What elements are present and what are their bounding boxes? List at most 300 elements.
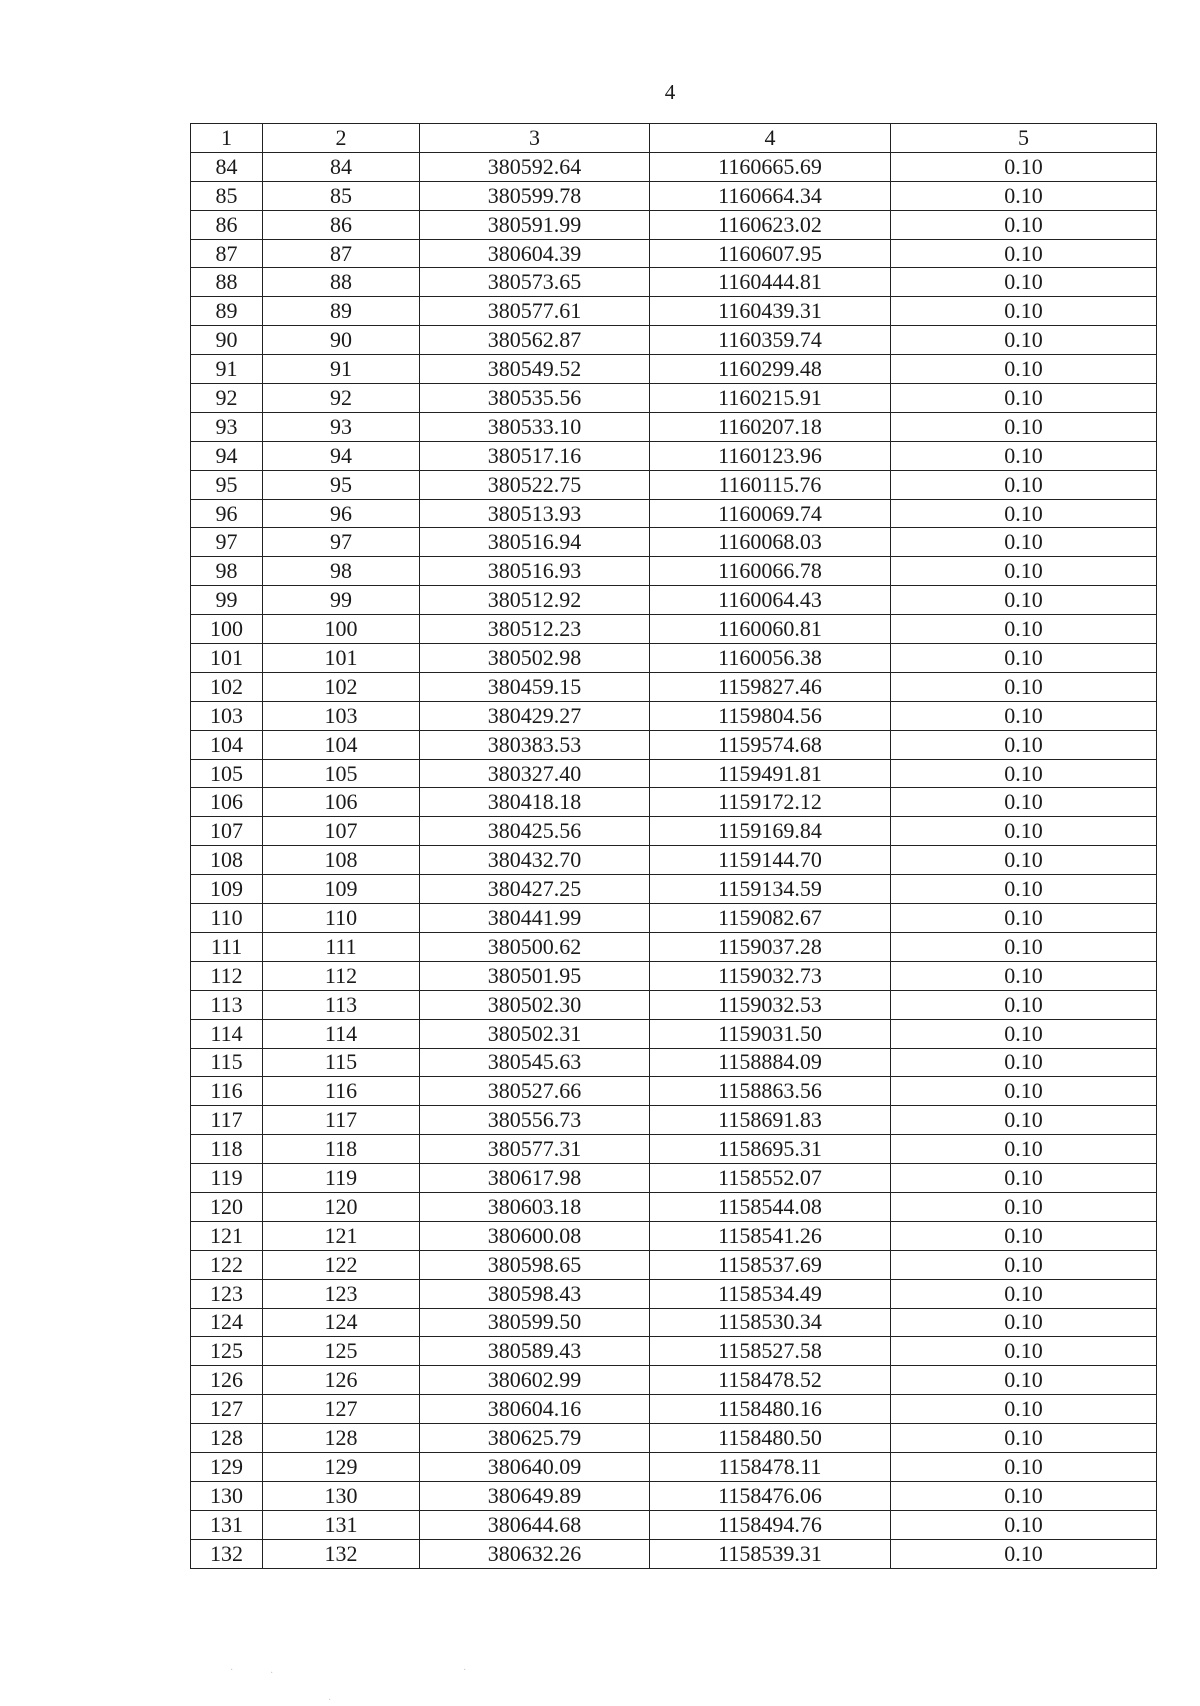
table-cell: 1158691.83 <box>650 1106 891 1135</box>
table-row <box>191 441 1157 470</box>
table-cell: 94 <box>191 441 263 470</box>
table-cell: 99 <box>263 586 420 615</box>
table-cell: 1160359.74 <box>650 326 891 355</box>
table-cell: 0.10 <box>891 239 1157 268</box>
table-cell: 1159032.53 <box>650 990 891 1019</box>
table-cell: 107 <box>191 817 263 846</box>
table-row <box>191 297 1157 326</box>
table-body <box>191 152 1157 1568</box>
table-cell: 0.10 <box>891 1192 1157 1221</box>
table-cell: 121 <box>263 1221 420 1250</box>
table-cell: 115 <box>263 1048 420 1077</box>
table-cell: 380517.16 <box>420 441 650 470</box>
table-cell: 111 <box>191 932 263 961</box>
table-cell: 1158480.16 <box>650 1395 891 1424</box>
table-cell: 94 <box>263 441 420 470</box>
table-cell: 1160665.69 <box>650 152 891 181</box>
table-cell: 95 <box>263 470 420 499</box>
table-cell: 129 <box>191 1452 263 1481</box>
table-row <box>191 557 1157 586</box>
table-cell: 106 <box>191 788 263 817</box>
table-cell: 0.10 <box>891 788 1157 817</box>
table-cell: 0.10 <box>891 297 1157 326</box>
table-cell: 109 <box>191 875 263 904</box>
table-cell: 380459.15 <box>420 672 650 701</box>
table-row <box>191 210 1157 239</box>
table-cell: 132 <box>263 1539 420 1568</box>
table-row <box>191 1308 1157 1337</box>
table-cell: 121 <box>191 1221 263 1250</box>
table-row <box>191 875 1157 904</box>
table-cell: 0.10 <box>891 181 1157 210</box>
table-cell: 118 <box>263 1135 420 1164</box>
table-cell: 380577.31 <box>420 1135 650 1164</box>
table-cell: 1160215.91 <box>650 384 891 413</box>
table-cell: 92 <box>191 384 263 413</box>
table-cell: 1160623.02 <box>650 210 891 239</box>
table-cell: 0.10 <box>891 932 1157 961</box>
table-cell: 0.10 <box>891 412 1157 441</box>
table-cell: 1160299.48 <box>650 355 891 384</box>
table-cell: 380625.79 <box>420 1424 650 1453</box>
table-cell: 91 <box>263 355 420 384</box>
table-cell: 0.10 <box>891 326 1157 355</box>
table-cell: 0.10 <box>891 1366 1157 1395</box>
table-cell: 380502.31 <box>420 1019 650 1048</box>
table-cell: 116 <box>191 1077 263 1106</box>
table-cell: 1158544.08 <box>650 1192 891 1221</box>
table-cell: 0.10 <box>891 1337 1157 1366</box>
table-row <box>191 268 1157 297</box>
table-cell: 380562.87 <box>420 326 650 355</box>
table-row <box>191 1164 1157 1193</box>
table-cell: 127 <box>263 1395 420 1424</box>
table-cell: 1159491.81 <box>650 759 891 788</box>
table-cell: 0.10 <box>891 1279 1157 1308</box>
table-cell: 0.10 <box>891 268 1157 297</box>
table-row <box>191 1395 1157 1424</box>
table-row <box>191 1250 1157 1279</box>
table-cell: 380598.43 <box>420 1279 650 1308</box>
table-cell: 0.10 <box>891 528 1157 557</box>
table-cell: 117 <box>191 1106 263 1135</box>
table-cell: 380598.65 <box>420 1250 650 1279</box>
table-cell: 131 <box>191 1510 263 1539</box>
table-cell: 105 <box>191 759 263 788</box>
table-cell: 0.10 <box>891 210 1157 239</box>
table-cell: 1160439.31 <box>650 297 891 326</box>
table-cell: 102 <box>263 672 420 701</box>
column-header: 4 <box>650 124 891 153</box>
table-row <box>191 990 1157 1019</box>
table-cell: 380589.43 <box>420 1337 650 1366</box>
table-cell: 0.10 <box>891 730 1157 759</box>
table-cell: 0.10 <box>891 1510 1157 1539</box>
scan-artifact: · <box>328 1695 332 1706</box>
table-row <box>191 1337 1157 1366</box>
table-cell: 91 <box>191 355 263 384</box>
table-cell: 128 <box>263 1424 420 1453</box>
table-cell: 125 <box>263 1337 420 1366</box>
table-cell: 113 <box>263 990 420 1019</box>
table-cell: 115 <box>191 1048 263 1077</box>
table-row <box>191 701 1157 730</box>
table-row <box>191 1192 1157 1221</box>
table-cell: 1158552.07 <box>650 1164 891 1193</box>
table-cell: 380527.66 <box>420 1077 650 1106</box>
table-cell: 380603.18 <box>420 1192 650 1221</box>
table-row <box>191 1366 1157 1395</box>
table-cell: 1160060.81 <box>650 615 891 644</box>
table-cell: 1160444.81 <box>650 268 891 297</box>
table-cell: 90 <box>191 326 263 355</box>
table-cell: 105 <box>263 759 420 788</box>
table-cell: 380425.56 <box>420 817 650 846</box>
table-cell: 0.10 <box>891 586 1157 615</box>
table-cell: 116 <box>263 1077 420 1106</box>
table-cell: 124 <box>191 1308 263 1337</box>
table-cell: 89 <box>191 297 263 326</box>
table-cell: 117 <box>263 1106 420 1135</box>
table-cell: 96 <box>191 499 263 528</box>
table-cell: 108 <box>263 846 420 875</box>
table-row <box>191 932 1157 961</box>
table-cell: 380501.95 <box>420 961 650 990</box>
table-cell: 380500.62 <box>420 932 650 961</box>
table-cell: 125 <box>191 1337 263 1366</box>
table-cell: 86 <box>191 210 263 239</box>
table-cell: 99 <box>191 586 263 615</box>
scan-artifact: · <box>463 1665 467 1676</box>
table-cell: 108 <box>191 846 263 875</box>
table-cell: 1159134.59 <box>650 875 891 904</box>
table-cell: 124 <box>263 1308 420 1337</box>
table-cell: 380502.98 <box>420 644 650 673</box>
table-row <box>191 644 1157 673</box>
table-cell: 1159144.70 <box>650 846 891 875</box>
table-cell: 0.10 <box>891 557 1157 586</box>
table-cell: 380516.93 <box>420 557 650 586</box>
table-cell: 380533.10 <box>420 412 650 441</box>
table-cell: 106 <box>263 788 420 817</box>
table-cell: 120 <box>263 1192 420 1221</box>
table-cell: 1158476.06 <box>650 1481 891 1510</box>
table-cell: 1158530.34 <box>650 1308 891 1337</box>
table-cell: 97 <box>263 528 420 557</box>
table-cell: 119 <box>263 1164 420 1193</box>
table-row <box>191 904 1157 933</box>
table-cell: 0.10 <box>891 990 1157 1019</box>
table-cell: 0.10 <box>891 1221 1157 1250</box>
table-cell: 380383.53 <box>420 730 650 759</box>
table-cell: 380599.50 <box>420 1308 650 1337</box>
table-cell: 1160123.96 <box>650 441 891 470</box>
table-row <box>191 615 1157 644</box>
table-row <box>191 1481 1157 1510</box>
table-cell: 380522.75 <box>420 470 650 499</box>
table-row <box>191 1077 1157 1106</box>
table-cell: 122 <box>263 1250 420 1279</box>
table-row <box>191 499 1157 528</box>
table-row <box>191 1539 1157 1568</box>
table-cell: 104 <box>191 730 263 759</box>
table-row <box>191 1019 1157 1048</box>
table-cell: 1159032.73 <box>650 961 891 990</box>
table-cell: 1159169.84 <box>650 817 891 846</box>
table-cell: 0.10 <box>891 672 1157 701</box>
table-row <box>191 326 1157 355</box>
table-cell: 1158478.11 <box>650 1452 891 1481</box>
coordinates-table <box>190 123 1157 1569</box>
table-cell: 84 <box>263 152 420 181</box>
table-cell: 1160607.95 <box>650 239 891 268</box>
table-cell: 96 <box>263 499 420 528</box>
table-cell: 380432.70 <box>420 846 650 875</box>
table-cell: 123 <box>263 1279 420 1308</box>
table-cell: 0.10 <box>891 441 1157 470</box>
table-cell: 1158534.49 <box>650 1279 891 1308</box>
table-cell: 1158884.09 <box>650 1048 891 1077</box>
table-header-row <box>191 124 1157 153</box>
table-cell: 0.10 <box>891 875 1157 904</box>
scan-artifact: · <box>230 1665 234 1676</box>
table-cell: 0.10 <box>891 1308 1157 1337</box>
table-cell: 1160664.34 <box>650 181 891 210</box>
table-cell: 1160064.43 <box>650 586 891 615</box>
table-cell: 0.10 <box>891 904 1157 933</box>
table-cell: 98 <box>263 557 420 586</box>
table-cell: 0.10 <box>891 470 1157 499</box>
table-cell: 111 <box>263 932 420 961</box>
table-cell: 0.10 <box>891 1135 1157 1164</box>
table-cell: 93 <box>191 412 263 441</box>
table-cell: 126 <box>263 1366 420 1395</box>
table-cell: 1158695.31 <box>650 1135 891 1164</box>
table-cell: 109 <box>263 875 420 904</box>
table-row <box>191 1510 1157 1539</box>
table-row <box>191 961 1157 990</box>
table-cell: 0.10 <box>891 1539 1157 1568</box>
table-row <box>191 1452 1157 1481</box>
table-cell: 107 <box>263 817 420 846</box>
table-cell: 0.10 <box>891 701 1157 730</box>
table-cell: 380573.65 <box>420 268 650 297</box>
table-cell: 0.10 <box>891 1164 1157 1193</box>
table-cell: 119 <box>191 1164 263 1193</box>
table-row <box>191 730 1157 759</box>
table-cell: 90 <box>263 326 420 355</box>
table-cell: 104 <box>263 730 420 759</box>
table-row <box>191 672 1157 701</box>
table-cell: 100 <box>263 615 420 644</box>
table-cell: 380644.68 <box>420 1510 650 1539</box>
table-cell: 380502.30 <box>420 990 650 1019</box>
table-cell: 380600.08 <box>420 1221 650 1250</box>
scan-artifact: · <box>270 1668 274 1679</box>
table-cell: 102 <box>191 672 263 701</box>
table-cell: 0.10 <box>891 961 1157 990</box>
table-cell: 97 <box>191 528 263 557</box>
table-row <box>191 181 1157 210</box>
table-cell: 1159827.46 <box>650 672 891 701</box>
table-cell: 127 <box>191 1395 263 1424</box>
column-header: 3 <box>420 124 650 153</box>
table-row <box>191 355 1157 384</box>
table-cell: 126 <box>191 1366 263 1395</box>
table-cell: 88 <box>191 268 263 297</box>
table-cell: 1158527.58 <box>650 1337 891 1366</box>
table-cell: 380604.39 <box>420 239 650 268</box>
table-cell: 1158863.56 <box>650 1077 891 1106</box>
table-cell: 103 <box>263 701 420 730</box>
table-cell: 1160056.38 <box>650 644 891 673</box>
table-cell: 0.10 <box>891 1250 1157 1279</box>
column-header: 2 <box>263 124 420 153</box>
table-cell: 1158478.52 <box>650 1366 891 1395</box>
column-header: 5 <box>891 124 1157 153</box>
table-cell: 0.10 <box>891 817 1157 846</box>
table-cell: 87 <box>263 239 420 268</box>
table-cell: 0.10 <box>891 1481 1157 1510</box>
table-cell: 0.10 <box>891 846 1157 875</box>
page-number: 4 <box>664 80 676 104</box>
table-cell: 0.10 <box>891 1424 1157 1453</box>
table-cell: 380591.99 <box>420 210 650 239</box>
table-cell: 380599.78 <box>420 181 650 210</box>
table-cell: 1159574.68 <box>650 730 891 759</box>
table-cell: 1159082.67 <box>650 904 891 933</box>
table-row <box>191 817 1157 846</box>
table-cell: 380535.56 <box>420 384 650 413</box>
table-cell: 112 <box>191 961 263 990</box>
table-cell: 128 <box>191 1424 263 1453</box>
table-cell: 380577.61 <box>420 297 650 326</box>
column-header: 1 <box>191 124 263 153</box>
table-cell: 380512.23 <box>420 615 650 644</box>
table-cell: 114 <box>263 1019 420 1048</box>
table-row <box>191 1106 1157 1135</box>
table-cell: 0.10 <box>891 1019 1157 1048</box>
table-cell: 0.10 <box>891 1452 1157 1481</box>
table-cell: 1159804.56 <box>650 701 891 730</box>
table-cell: 85 <box>263 181 420 210</box>
table-cell: 1158537.69 <box>650 1250 891 1279</box>
table-row <box>191 1048 1157 1077</box>
table-row <box>191 1424 1157 1453</box>
table-cell: 130 <box>263 1481 420 1510</box>
table-cell: 129 <box>263 1452 420 1481</box>
table-cell: 86 <box>263 210 420 239</box>
table-cell: 1158494.76 <box>650 1510 891 1539</box>
table-cell: 380327.40 <box>420 759 650 788</box>
table-row <box>191 470 1157 499</box>
table-cell: 0.10 <box>891 355 1157 384</box>
table-cell: 1158539.31 <box>650 1539 891 1568</box>
table-row <box>191 1279 1157 1308</box>
table-cell: 0.10 <box>891 152 1157 181</box>
table-cell: 0.10 <box>891 644 1157 673</box>
table-cell: 123 <box>191 1279 263 1308</box>
table-cell: 112 <box>263 961 420 990</box>
table-cell: 1160069.74 <box>650 499 891 528</box>
table-cell: 380418.18 <box>420 788 650 817</box>
table-row <box>191 846 1157 875</box>
table-cell: 0.10 <box>891 1395 1157 1424</box>
table-cell: 1158541.26 <box>650 1221 891 1250</box>
table-cell: 0.10 <box>891 1106 1157 1135</box>
table-cell: 0.10 <box>891 759 1157 788</box>
table-row <box>191 1221 1157 1250</box>
table-cell: 1159172.12 <box>650 788 891 817</box>
table-cell: 1160207.18 <box>650 412 891 441</box>
table-row <box>191 239 1157 268</box>
table-cell: 101 <box>263 644 420 673</box>
table-cell: 0.10 <box>891 384 1157 413</box>
table-cell: 130 <box>191 1481 263 1510</box>
table-cell: 1158480.50 <box>650 1424 891 1453</box>
table-cell: 0.10 <box>891 1048 1157 1077</box>
table-cell: 122 <box>191 1250 263 1279</box>
table-cell: 110 <box>263 904 420 933</box>
table-cell: 89 <box>263 297 420 326</box>
table-cell: 131 <box>263 1510 420 1539</box>
table-cell: 95 <box>191 470 263 499</box>
table-row <box>191 788 1157 817</box>
table-cell: 380429.27 <box>420 701 650 730</box>
table-row <box>191 412 1157 441</box>
table-row <box>191 384 1157 413</box>
table-cell: 380592.64 <box>420 152 650 181</box>
table-cell: 380545.63 <box>420 1048 650 1077</box>
table-cell: 380604.16 <box>420 1395 650 1424</box>
table-cell: 380617.98 <box>420 1164 650 1193</box>
table-cell: 114 <box>191 1019 263 1048</box>
table-cell: 118 <box>191 1135 263 1164</box>
table-cell: 1160115.76 <box>650 470 891 499</box>
table-cell: 380640.09 <box>420 1452 650 1481</box>
table-cell: 87 <box>191 239 263 268</box>
table-cell: 101 <box>191 644 263 673</box>
table-cell: 98 <box>191 557 263 586</box>
table-cell: 92 <box>263 384 420 413</box>
table-cell: 380632.26 <box>420 1539 650 1568</box>
table-cell: 110 <box>191 904 263 933</box>
table-cell: 380513.93 <box>420 499 650 528</box>
table-cell: 380441.99 <box>420 904 650 933</box>
table-cell: 88 <box>263 268 420 297</box>
table-row <box>191 759 1157 788</box>
table-cell: 380516.94 <box>420 528 650 557</box>
table-cell: 0.10 <box>891 1077 1157 1106</box>
table-cell: 85 <box>191 181 263 210</box>
table-cell: 1159031.50 <box>650 1019 891 1048</box>
table-cell: 103 <box>191 701 263 730</box>
table-cell: 0.10 <box>891 499 1157 528</box>
table-cell: 84 <box>191 152 263 181</box>
table-cell: 0.10 <box>891 615 1157 644</box>
table-cell: 1159037.28 <box>650 932 891 961</box>
table-cell: 380649.89 <box>420 1481 650 1510</box>
table-cell: 380427.25 <box>420 875 650 904</box>
table-cell: 113 <box>191 990 263 1019</box>
table-row <box>191 528 1157 557</box>
table-row <box>191 152 1157 181</box>
table-cell: 93 <box>263 412 420 441</box>
table-cell: 380512.92 <box>420 586 650 615</box>
table-cell: 380549.52 <box>420 355 650 384</box>
table-cell: 380556.73 <box>420 1106 650 1135</box>
table-cell: 132 <box>191 1539 263 1568</box>
